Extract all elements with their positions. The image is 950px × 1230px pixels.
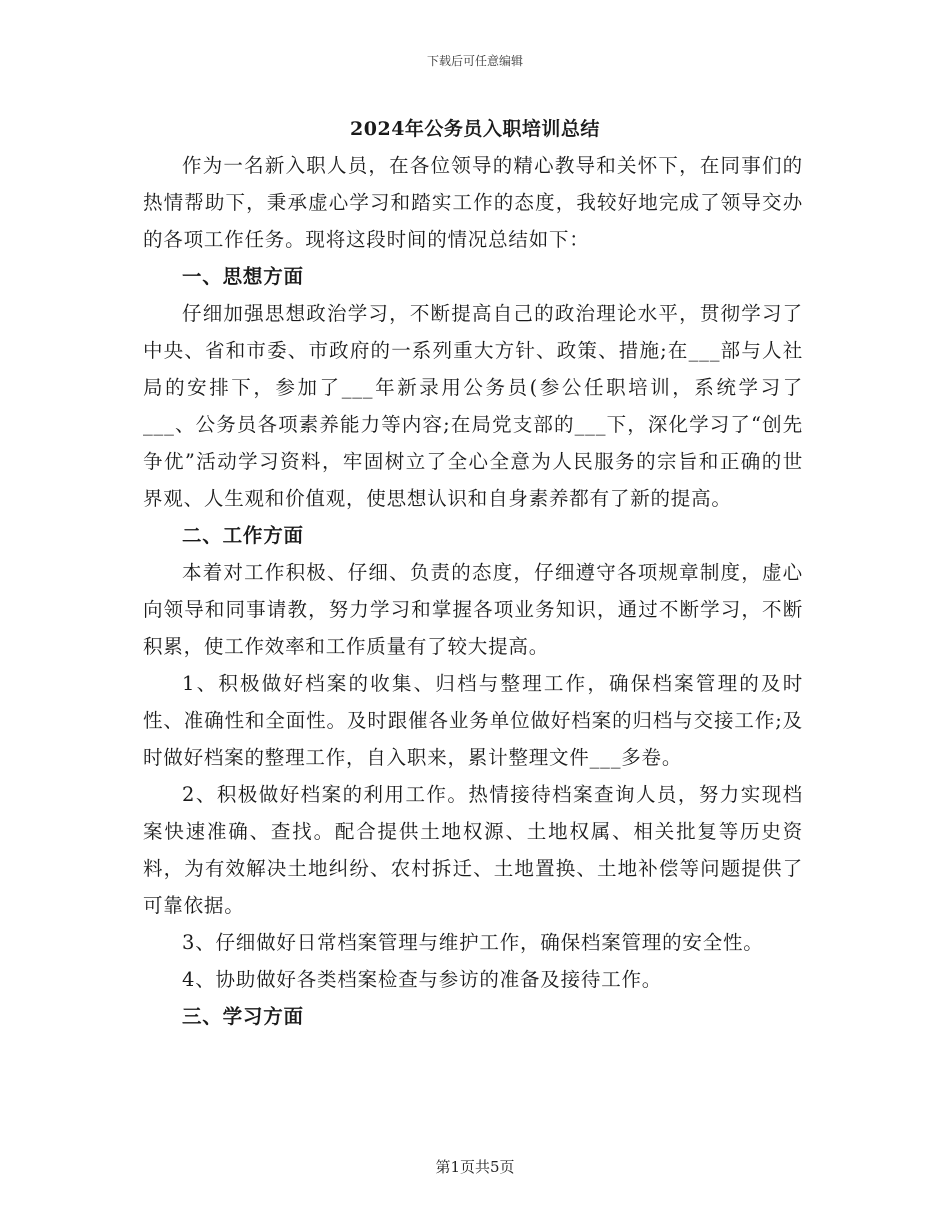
thought-paragraph: 仔细加强思想政治学习，不断提高自己的政治理论水平，贯彻学习了中央、省和市委、市政府的一系列重大方针、政策、措施;在___部与人社局的安排下，参加了___年新录用公务员(参公任职培训，系统学习了___、公务员各项素养能力等内容;在局党支部的___下，深化学习了“创先争优”活动学习资料，牢固树立了全心全意为人民服务的宗旨和正确的世界观、人生观和价值观，使思想认识和自身素养都有了新的提高。 <box>143 302 803 510</box>
section-heading-work: 二、工作方面 <box>182 524 304 547</box>
document-title: 2024年公务员入职培训总结 <box>350 118 600 140</box>
document-body <box>143 147 803 1035</box>
work-item-1: 1、积极做好档案的收集、归档与整理工作，确保档案管理的及时性、准确性和全面性。及时跟催各业务单位做好档案的归档与交接工作;及时做好档案的整理工作，自入职来，累计整理文件___多卷。 <box>143 672 803 769</box>
header-note: 下载后可任意编辑 <box>426 54 523 68</box>
page-footer: 第1页共5页 <box>435 1158 515 1176</box>
section-heading-thought: 一、思想方面 <box>182 265 304 288</box>
section-heading-study: 三、学习方面 <box>182 1005 304 1028</box>
work-item-4: 4、协助做好各类档案检查与参访的准备及接待工作。 <box>182 968 663 991</box>
work-item-2: 2、积极做好档案的利用工作。热情接待档案查询人员，努力实现档案快速准确、查找。配合提供土地权源、土地权属、相关批复等历史资料，为有效解决土地纠纷、农村拆迁、土地置换、土地补偿等问题提供了可靠依据。 <box>143 783 803 917</box>
intro-paragraph: 作为一名新入职人员，在各位领导的精心教导和关怀下，在同事们的热情帮助下，秉承虚心学习和踏实工作的态度，我较好地完成了领导交办的各项工作任务。现将这段时间的情况总结如下： <box>143 154 803 251</box>
work-paragraph: 本着对工作积极、仔细、负责的态度，仔细遵守各项规章制度，虚心向领导和同事请教，努力学习和掌握各项业务知识，通过不断学习，不断积累，使工作效率和工作质量有了较大提高。 <box>143 561 803 658</box>
work-item-3: 3、仔细做好日常档案管理与维护工作，确保档案管理的安全性。 <box>182 931 764 954</box>
